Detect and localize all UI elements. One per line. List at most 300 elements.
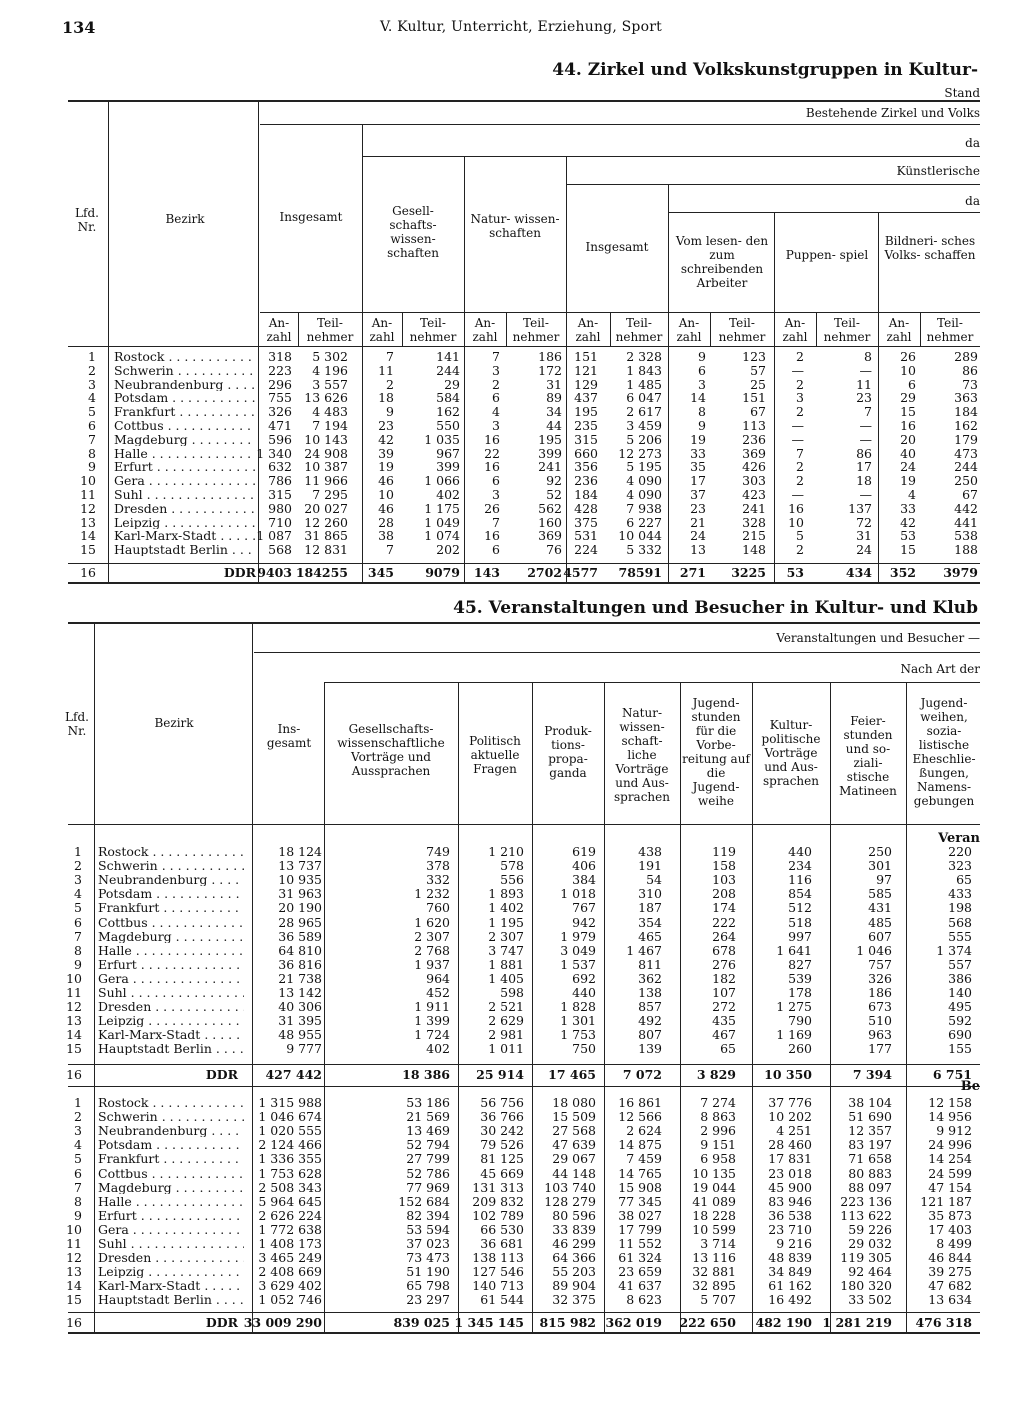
t44-cell: 86	[962, 362, 978, 378]
t44-cell: 6 047	[626, 390, 662, 406]
t45-cell: 53 594	[406, 1221, 450, 1237]
table44-title: 44. Zirkel und Volkskunstgruppen in Kultur-	[552, 60, 978, 80]
t45-cell: 65	[956, 872, 972, 888]
t45-col-header: Produk- tions- propa- ganda	[544, 724, 592, 780]
t44-row	[68, 391, 980, 404]
t44-cell: 3	[796, 390, 804, 406]
t45-cell: 66 530	[480, 1221, 524, 1237]
t44-bezirk: Frankfurt . . .	[114, 405, 256, 418]
t44-cell: 73	[962, 376, 978, 392]
t45-cell: 1 405	[488, 970, 524, 986]
t45-bezirk: DDR	[205, 1315, 238, 1330]
t45-cell: 178	[788, 985, 812, 1000]
t45-lfd: 8	[74, 942, 82, 958]
t44-cell: 326	[268, 404, 292, 420]
t45-cell: 539	[788, 970, 812, 986]
t44-cell: 423	[742, 487, 766, 502]
t45-cell: 1 724	[414, 1027, 450, 1043]
t44-cell: 12 831	[304, 542, 348, 558]
t45-cell: 260	[788, 1041, 812, 1057]
t45-cell: 440	[788, 844, 812, 859]
t44-cell: 7	[796, 445, 804, 461]
t45-row	[0, 1195, 1024, 1208]
t44-col-bild: Bildneri- sches Volks- schaffen	[884, 234, 976, 262]
t44-da2: da	[965, 194, 980, 208]
t44-cell: 369	[538, 528, 562, 544]
t44-cell: 1 175	[424, 500, 460, 516]
t45-cell: 82 394	[406, 1207, 450, 1223]
t45-cell: 1 937	[414, 956, 450, 972]
t44-cell: 162	[954, 418, 978, 433]
t44-cell: 7 295	[312, 487, 348, 502]
t44-bezirk: Potsdam . . .	[114, 391, 256, 404]
t45-row	[0, 1181, 1024, 1194]
t45-row	[0, 845, 1024, 858]
t45-cell: 29 067	[552, 1151, 596, 1167]
t45-cell: 18 228	[692, 1207, 736, 1223]
t44-cell: 7	[386, 542, 394, 558]
t45-cell: 32 375	[552, 1292, 596, 1308]
t45-cell: 1 772 638	[258, 1221, 322, 1237]
t45-cell: 7 459	[626, 1151, 662, 1167]
t45-cell: 83 946	[768, 1193, 812, 1209]
t44-row	[68, 460, 980, 473]
t45-cell: 31 395	[278, 1013, 322, 1029]
t44-cell: 244	[436, 362, 460, 378]
t45-cell: 119	[712, 844, 736, 859]
t45-lfd: 14	[66, 1027, 82, 1043]
t45-cell: 113 622	[840, 1207, 892, 1223]
t44-cell: 89	[546, 390, 562, 406]
t45-cell: 8 623	[626, 1292, 662, 1308]
t45-cell: 35 873	[928, 1207, 972, 1223]
t45-cell: 2 768	[414, 942, 450, 958]
t45-row	[0, 1209, 1024, 1222]
t44-cell: 241	[742, 500, 766, 516]
t45-cell: 811	[638, 956, 662, 972]
t45-cell: 492	[638, 1013, 662, 1029]
t45-cell: 1 195	[488, 914, 524, 930]
t45-cell: 121 187	[920, 1193, 972, 1209]
t45-cell: 234	[788, 858, 812, 874]
t45-cell: 152 684	[398, 1193, 450, 1209]
t44-cell: 10	[900, 362, 916, 378]
t45-cell: 8 863	[700, 1109, 736, 1125]
t45-cell: 15 908	[618, 1179, 662, 1195]
t45-cell: 2 124 466	[258, 1137, 322, 1153]
t44-sub-teilnehmer: Teil- nehmer	[409, 316, 457, 344]
t44-cell: 202	[436, 542, 460, 558]
t45-cell: 155	[948, 1041, 972, 1057]
t45-cell: 465	[638, 928, 662, 944]
t44-cell: 78591	[618, 565, 662, 580]
t44-cell: 3	[492, 362, 500, 378]
t45-cell: 1 893	[488, 886, 524, 902]
t44-cell: 568	[268, 542, 292, 558]
t45-cell: 598	[500, 985, 524, 1000]
t45-bezirk: Schwerin . . .	[98, 859, 244, 872]
t45-cell: 40 306	[278, 999, 322, 1015]
t44-body	[68, 350, 980, 580]
t45-cell: 140	[948, 985, 972, 1000]
t45-cell: 38 104	[848, 1095, 892, 1110]
t45-cell: 17 799	[618, 1221, 662, 1237]
t44-cell: 399	[436, 459, 460, 475]
t44-cell: 10 143	[304, 431, 348, 447]
t45-cell: 21 738	[278, 970, 322, 986]
t44-cell: 296	[268, 376, 292, 392]
t44-cell: 315	[268, 487, 292, 502]
t45-cell: 10 935	[278, 872, 322, 888]
t45-cell: 222	[712, 914, 736, 930]
t44-cell: 57	[750, 362, 766, 378]
t45-cell: 5 707	[700, 1292, 736, 1308]
t45-cell: 34 849	[768, 1264, 812, 1280]
t45-cell: 3 747	[488, 942, 524, 958]
t45-cell: 1 169	[776, 1027, 812, 1043]
t45-cell: 827	[788, 956, 812, 972]
t44-cell: 26	[900, 349, 916, 364]
t44-bezirk: Hauptstadt Berlin . . .	[114, 543, 256, 556]
t44-kuenstlerische: Künstlerische	[896, 164, 980, 178]
t45-cell: 38 027	[618, 1207, 662, 1223]
t44-bezirk: Leipzig . . .	[114, 516, 256, 529]
t44-cell: 20 027	[304, 500, 348, 516]
t44-cell: 16	[484, 459, 500, 475]
t45-cell: 41 637	[618, 1278, 662, 1294]
t44-cell: 195	[574, 404, 598, 420]
t44-cell: 19	[900, 473, 916, 489]
t45-cell: 52 794	[406, 1137, 450, 1153]
t45-cell: 1 020 555	[258, 1123, 322, 1139]
t45-cell: 1 301	[560, 1013, 596, 1029]
t45-cell: 198	[948, 900, 972, 916]
t44-cell: 52	[546, 487, 562, 502]
t45-bezirk: DDR	[205, 1067, 238, 1082]
t44-cell: 21	[690, 514, 706, 530]
t45-cell: 32 881	[692, 1264, 736, 1280]
t45-cell: 854	[788, 886, 812, 902]
t45-lfd: 5	[74, 1151, 82, 1167]
t45-lfd: 11	[66, 985, 82, 1000]
t44-cell: 2	[796, 376, 804, 392]
t44-cell: 67	[962, 487, 978, 502]
t45-cell: 37 776	[768, 1095, 812, 1110]
t44-cell: 442	[954, 500, 978, 516]
t45-bezirk: Cottbus . . .	[98, 916, 244, 929]
t45-cell: 13 116	[692, 1250, 736, 1266]
t44-cell: 19	[378, 459, 394, 475]
t45-cell: 997	[788, 928, 812, 944]
t45-cell: 435	[712, 1013, 736, 1029]
t44-cell: 23	[378, 418, 394, 433]
t45-row	[0, 873, 1024, 886]
t45-cell: 8 499	[936, 1236, 972, 1251]
t45-cell: 13 737	[278, 858, 322, 874]
t45-cell: 332	[426, 872, 450, 888]
t45-cell: 46 299	[552, 1236, 596, 1251]
t44-cell: 538	[954, 528, 978, 544]
t45-cell: 6 958	[700, 1151, 736, 1167]
t45-cell: 3 829	[696, 1067, 736, 1082]
t45-cell: 24 996	[928, 1137, 972, 1153]
t45-bezirk: Leipzig . . .	[98, 1014, 244, 1027]
t44-cell: 2	[796, 404, 804, 420]
t44-cell: 172	[538, 362, 562, 378]
t44-cell: 31 865	[304, 528, 348, 544]
t45-row	[0, 1014, 1024, 1027]
t45-lfd: 2	[74, 1109, 82, 1125]
t44-row	[68, 350, 980, 363]
t45-cell: 30 242	[480, 1123, 524, 1139]
t45-lfd: 1	[74, 844, 82, 859]
t45-cell: 33 009 290	[243, 1315, 322, 1330]
t44-cell: 550	[436, 418, 460, 433]
t45-cell: 1 046 674	[258, 1109, 322, 1125]
t45-cell: 45 900	[768, 1179, 812, 1195]
t45-cell: 512	[788, 900, 812, 916]
t45-cell: 760	[426, 900, 450, 916]
t44-cell: 9	[698, 418, 706, 433]
t44-lfd: 13	[80, 514, 96, 530]
t44-cell: 660	[574, 445, 598, 461]
t44-sub-divider	[402, 312, 403, 346]
t44-cell: 303	[742, 473, 766, 489]
t45-cell: 33 839	[552, 1221, 596, 1237]
t44-cell: 967	[436, 445, 460, 461]
t45-cell: 47 154	[928, 1179, 972, 1195]
t45-cell: 839 025	[393, 1315, 450, 1330]
t45-bezirk: Leipzig . . .	[98, 1265, 244, 1278]
t44-sub-teilnehmer: Teil- nehmer	[615, 316, 663, 344]
t44-cell: 375	[574, 514, 598, 530]
t44-col-lfd: Lfd. Nr.	[75, 206, 99, 234]
t44-lfd: 5	[88, 404, 96, 420]
t45-lfd: 10	[66, 1221, 82, 1237]
t44-row	[68, 529, 980, 542]
t44-cell: 86	[856, 445, 872, 461]
t45-cell: 5 964 645	[258, 1193, 322, 1209]
t45-row	[0, 1251, 1024, 1264]
t44-sub-divider	[506, 312, 507, 346]
t44-col-natur: Natur- wissen- schaften	[470, 212, 560, 240]
t45-cell: 510	[868, 1013, 892, 1029]
t45-bezirk: Magdeburg . . .	[98, 930, 244, 943]
t45-cell: 46 844	[928, 1250, 972, 1266]
t45-row	[0, 958, 1024, 971]
t45-cell: 326	[868, 970, 892, 986]
t45-cell: 41 089	[692, 1193, 736, 1209]
t44-cell: 3	[492, 487, 500, 502]
t45-cell: 18 080	[552, 1095, 596, 1110]
t44-cell: 5	[796, 528, 804, 544]
t45-cell: 77 969	[406, 1179, 450, 1195]
t45-cell: 592	[948, 1013, 972, 1029]
t45-cell: 2 629	[488, 1013, 524, 1029]
t44-cell: 76	[546, 542, 562, 558]
t45-cell: 61 324	[618, 1250, 662, 1266]
t45-cell: 97	[876, 872, 892, 888]
t45-cell: 749	[426, 844, 450, 859]
t45-cell: 36 538	[768, 1207, 812, 1223]
t45-cell: 276	[712, 956, 736, 972]
t44-row	[68, 364, 980, 377]
t45-cell: 47 682	[928, 1278, 972, 1294]
t44-cell: 5 302	[312, 349, 348, 364]
t44-cell: 31	[856, 528, 872, 544]
t45-cell: 17 465	[548, 1067, 596, 1082]
t45-cell: 45 669	[480, 1165, 524, 1181]
t44-lfd: 14	[80, 528, 96, 544]
t44-cell: 5 332	[626, 542, 662, 558]
t45-bezirk: Erfurt . . .	[98, 958, 244, 971]
t45-cell: 1 374	[936, 942, 972, 958]
t45-cell: 10 350	[764, 1067, 812, 1082]
t45-cell: 518	[788, 914, 812, 930]
page-number: 134	[62, 18, 96, 37]
t44-cell: 3	[492, 418, 500, 433]
t44-cell: 3979	[943, 565, 978, 580]
t45-bezirk: Potsdam . . .	[98, 887, 244, 900]
t45-lfd: 13	[66, 1264, 82, 1280]
t45-cell: 438	[638, 844, 662, 859]
t45-cell: 1 336 355	[258, 1151, 322, 1167]
t45-cell: 9 777	[286, 1041, 322, 1057]
t45-cell: 1 011	[488, 1041, 524, 1057]
t45-cell: 13 142	[278, 985, 322, 1000]
t44-cell: 19	[690, 431, 706, 447]
t44-cell: 53	[786, 565, 804, 580]
t45-cell: 3 465 249	[258, 1250, 322, 1266]
t44-cell: 399	[538, 445, 562, 461]
t44-cell: 31	[546, 376, 562, 392]
t44-cell: 18	[856, 473, 872, 489]
t44-bezirk: Magdeburg . . .	[114, 433, 256, 446]
t45-lfd: 14	[66, 1278, 82, 1294]
t44-cell: 184255	[295, 565, 348, 580]
t45-row	[0, 1265, 1024, 1278]
t45-cell: 1 046	[856, 942, 892, 958]
t45-cell: 28 460	[768, 1137, 812, 1153]
t45-cell: 10 135	[692, 1165, 736, 1181]
t44-cell: 7 194	[312, 418, 348, 433]
t45-cell: 790	[788, 1013, 812, 1029]
t44-cell: 34	[546, 404, 562, 420]
t45-cell: 89 904	[552, 1278, 596, 1294]
t44-cell: 137	[848, 500, 872, 516]
t44-cell: 428	[574, 500, 598, 516]
t44-row	[68, 378, 980, 391]
t44-cell: 6	[908, 376, 916, 392]
t45-cell: 11 552	[618, 1236, 662, 1251]
t45-cell: 1 537	[560, 956, 596, 972]
t44-lfd: 12	[80, 500, 96, 516]
t45-cell: 16 492	[768, 1292, 812, 1308]
t45-cell: 19 044	[692, 1179, 736, 1195]
t45-cell: 55 203	[552, 1264, 596, 1280]
t45-cell: 64 366	[552, 1250, 596, 1266]
t45-lfd: 11	[66, 1236, 82, 1251]
t45-cell: 92 464	[848, 1264, 892, 1280]
t45-row	[0, 916, 1024, 929]
t45-bezirk: Erfurt . . .	[98, 1209, 244, 1222]
t45-cell: 767	[572, 900, 596, 916]
t44-lfd: 10	[80, 473, 96, 489]
t45-cell: 2 981	[488, 1027, 524, 1043]
t45-row	[0, 1028, 1024, 1041]
t45-lfd: 13	[66, 1013, 82, 1029]
t44-cell: 10 044	[618, 528, 662, 544]
t45-row	[0, 859, 1024, 872]
t44-cell: 10	[378, 487, 394, 502]
t45-cell: 36 816	[278, 956, 322, 972]
t45-cell: 13 469	[406, 1123, 450, 1139]
t44-cell: 1 485	[626, 376, 662, 392]
t45-cell: 223 136	[840, 1193, 892, 1209]
t45-cell: 191	[638, 858, 662, 874]
t45-cell: 36 766	[480, 1109, 524, 1125]
t45-cell: 107	[712, 985, 736, 1000]
t44-sub-teilnehmer: Teil- nehmer	[718, 316, 766, 344]
t44-lfd: 9	[88, 459, 96, 475]
t44-cell: 4 196	[312, 362, 348, 378]
t44-cell: 1 066	[424, 473, 460, 489]
t45-row	[0, 1293, 1024, 1306]
t44-cell: —	[859, 487, 872, 502]
t44-cell: 223	[268, 362, 292, 378]
t45-cell: 431	[868, 900, 892, 916]
t44-cell: 13 626	[304, 390, 348, 406]
t45-cell: 467	[712, 1027, 736, 1043]
t44-bezirk: Karl-Marx-Stadt . . .	[114, 529, 256, 542]
t44-cell: 244	[954, 459, 978, 475]
t44-cell: 980	[268, 500, 292, 516]
t44-sub-teilnehmer: Teil- nehmer	[306, 316, 354, 344]
t45-cell: 12 566	[618, 1109, 662, 1125]
t44-cell: 1 049	[424, 514, 460, 530]
t45-cell: 495	[948, 999, 972, 1015]
t45-cell: 673	[868, 999, 892, 1015]
t44-cell: 4 483	[312, 404, 348, 420]
t44-sub-anzahl: An- zahl	[575, 316, 601, 344]
t45-cell: 140 713	[472, 1278, 524, 1294]
t44-cell: 143	[473, 565, 500, 580]
t44-cell: 402	[436, 487, 460, 502]
t44-cell: —	[791, 487, 804, 502]
t44-cell: 250	[954, 473, 978, 489]
t45-cell: 6 751	[932, 1067, 972, 1082]
t44-cell: 710	[268, 514, 292, 530]
t45-cell: 51 190	[406, 1264, 450, 1280]
t45-cell: 2 996	[700, 1123, 736, 1139]
t45-bezirk: Cottbus . . .	[98, 1167, 244, 1180]
t45-bezirk: Suhl . . .	[98, 986, 244, 999]
t44-cell: 11	[378, 362, 394, 378]
t45-group-top: Veranstaltungen und Besucher —	[776, 631, 980, 645]
t45-cell: 386	[948, 970, 972, 986]
t45-cell: 14 875	[618, 1137, 662, 1153]
t45-lfd: 10	[66, 970, 82, 986]
t45-cell: 222 650	[679, 1315, 736, 1330]
t45-cell: 1 018	[560, 886, 596, 902]
t44-cell: 236	[574, 473, 598, 489]
t45-cell: 10 202	[768, 1109, 812, 1125]
t45-cell: 59 226	[848, 1221, 892, 1237]
t45-cell: 1 408 173	[258, 1236, 322, 1251]
t45-cell: 220	[948, 844, 972, 859]
t45-cell: 53 186	[406, 1095, 450, 1110]
t45-cell: 23 659	[618, 1264, 662, 1280]
